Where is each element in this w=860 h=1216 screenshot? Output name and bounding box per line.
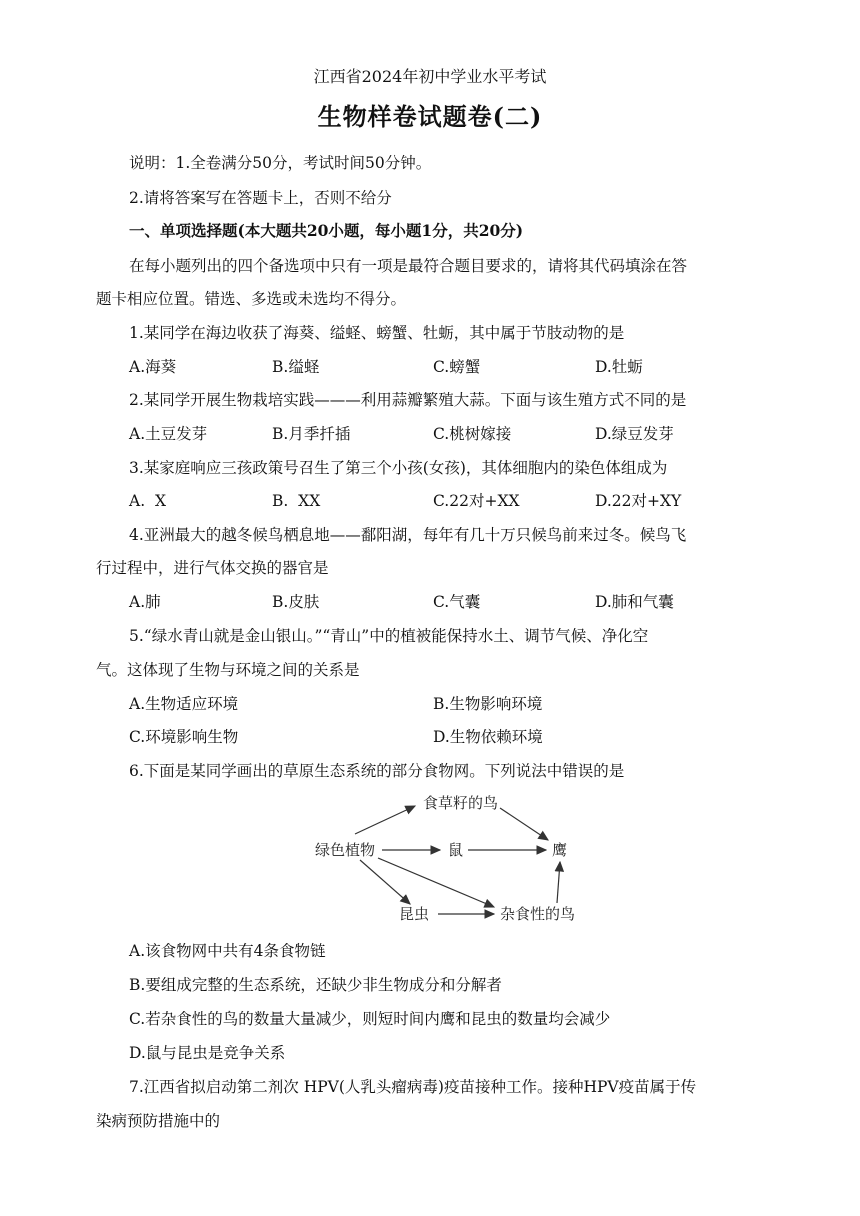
food-web-arrows xyxy=(355,806,560,914)
question-4-stem-line-2: 行过程中，进行气体交换的器官是 xyxy=(96,559,329,577)
question-5-option-c: C.环境影响生物 xyxy=(129,728,239,746)
arrow-seed-bird-to-hawk xyxy=(500,808,548,840)
question-5-stem-line-2: 气。这体现了生物与环境之间的关系是 xyxy=(96,661,360,679)
note-line-1: 说明：1.全卷满分50分，考试时间50分钟。 xyxy=(129,154,432,172)
question-5-stem-line-1: 5.“绿水青山就是金山银山。”“青山”中的植被能保持水土、调节气候、净化空 xyxy=(129,627,649,645)
node-insect: 昆虫 xyxy=(399,905,430,923)
question-1-option-c: C.螃蟹 xyxy=(433,358,481,376)
instruction-line-1: 在每小题列出的四个备选项中只有一项是最符合题目要求的，请将其代码填涂在答 xyxy=(129,257,688,275)
arrow-plants-to-omni-bird xyxy=(378,858,494,907)
node-plants: 绿色植物 xyxy=(315,841,376,859)
question-6-option-b: B.要组成完整的生态系统，还缺少非生物成分和分解者 xyxy=(129,976,502,994)
question-4-option-b: B.皮肤 xyxy=(272,593,320,611)
node-omni-bird: 杂食性的鸟 xyxy=(500,905,576,923)
question-6-stem: 6.下面是某同学画出的草原生态系统的部分食物网。下列说法中错误的是 xyxy=(129,762,625,780)
question-2-option-a: A.土豆发芽 xyxy=(129,425,208,443)
arrow-omni-bird-to-hawk xyxy=(557,862,560,903)
question-3-option-d: D.22对+XY xyxy=(595,492,682,510)
question-1-option-a: A.海葵 xyxy=(129,358,177,376)
question-6-option-c: C.若杂食性的鸟的数量大量减少，则短时间内鹰和昆虫的数量均会减少 xyxy=(129,1010,611,1028)
node-seed-bird: 食草籽的鸟 xyxy=(423,794,499,812)
question-4-option-c: C.气囊 xyxy=(433,593,481,611)
exam-subtitle: 江西省2024年初中学业水平考试 xyxy=(313,67,547,86)
question-4-option-d: D.肺和气囊 xyxy=(595,593,674,611)
food-web-diagram xyxy=(0,790,860,930)
question-2-option-d: D.绿豆发芽 xyxy=(595,425,674,443)
question-3-option-b: B. XX xyxy=(272,492,321,510)
question-5-option-d: D.生物依赖环境 xyxy=(433,728,543,746)
section-heading: 一、单项选择题(本大题共20小题，每小题1分，共20分) xyxy=(129,221,524,240)
question-3-stem: 3.某家庭响应三孩政策号召生了第三个小孩(女孩)，其体细胞内的染色体组成为 xyxy=(129,459,668,477)
question-1-option-d: D.牡蛎 xyxy=(595,358,643,376)
question-1-stem: 1.某同学在海边收获了海葵、缢蛏、螃蟹、牡蛎，其中属于节肢动物的是 xyxy=(129,324,625,342)
question-2-stem: 2.某同学开展生物栽培实践———利用蒜瓣繁殖大蒜。下面与该生殖方式不同的是 xyxy=(129,391,687,409)
question-3-option-c: C.22对+XX xyxy=(433,492,520,510)
question-2-option-b: B.月季扦插 xyxy=(272,425,351,443)
question-2-option-c: C.桃树嫁接 xyxy=(433,425,512,443)
exam-title: 生物样卷试题卷(二) xyxy=(317,102,543,131)
arrow-plants-to-insect xyxy=(360,860,410,904)
question-6-option-a: A.该食物网中共有4条食物链 xyxy=(129,942,326,960)
node-mouse: 鼠 xyxy=(448,841,464,859)
question-4-stem-line-1: 4.亚洲最大的越冬候鸟栖息地——鄱阳湖，每年有几十万只候鸟前来过冬。候鸟飞 xyxy=(129,526,687,544)
node-hawk: 鹰 xyxy=(552,841,568,859)
question-6-option-d: D.鼠与昆虫是竞争关系 xyxy=(129,1044,286,1062)
question-5-option-b: B.生物影响环境 xyxy=(433,695,543,713)
question-7-stem-line-1: 7.江西省拟启动第二剂次 HPV(人乳头瘤病毒)疫苗接种工作。接种HPV疫苗属于传 xyxy=(129,1078,697,1096)
question-1-option-b: B.缢蛏 xyxy=(272,358,320,376)
question-3-option-a: A. X xyxy=(129,492,167,510)
question-7-stem-line-2: 染病预防措施中的 xyxy=(96,1112,221,1130)
note-line-2: 2.请将答案写在答题卡上，否则不给分 xyxy=(129,189,392,207)
arrow-plants-to-seed-bird xyxy=(355,806,415,834)
instruction-line-2: 题卡相应位置。错选、多选或未选均不得分。 xyxy=(96,290,407,308)
question-5-option-a: A.生物适应环境 xyxy=(129,695,239,713)
question-4-option-a: A.肺 xyxy=(129,593,161,611)
